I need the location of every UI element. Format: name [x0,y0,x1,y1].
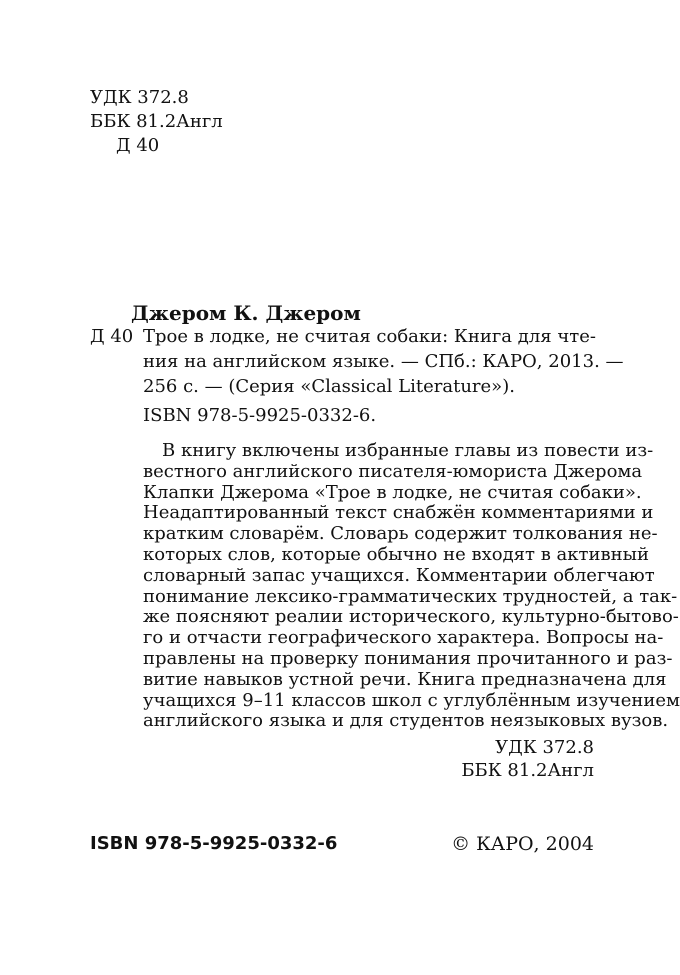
bbk-code-bottom: ББК 81.2Англ [461,760,594,781]
isbn-footer: ISBN 978-5-9925-0332-6 [90,833,338,854]
copyright: © КАРО, 2004 [451,833,594,855]
isbn-line: ISBN 978-5-9925-0332-6. [143,405,377,426]
annotation-line: В книгу включены избранные главы из повести из- [162,440,654,461]
annotation-line: вестного английского писателя-юмориста Джерома [143,460,643,482]
annotation-line: английского языка и для студентов неязыковых вузов. [143,710,669,732]
udk-code-bottom: УДК 372.8 [495,737,594,758]
bbk-code-top: ББК 81.2Англ [90,111,223,132]
author-heading: Джером К. Джером [131,301,361,325]
udk-code-top: УДК 372.8 [90,87,189,108]
biblio-line: ния на английском языке. — СПб.: КАРО, 2013. — [143,351,624,372]
annotation-line: Неадаптированный текст снабжён комментариями и [143,502,654,524]
annotation-line: же поясняют реалии исторического, культурно-бытово- [143,606,679,628]
annotation-line: витие навыков устной речи. Книга предназначена для [143,668,667,690]
biblio-line: Трое в лодке, не считая собаки: Книга для чте- [143,326,596,347]
annotation-line: правлены на проверку понимания прочитанного и раз- [143,648,673,669]
annotation-line: словарный запас учащихся. Комментарии облегчают [143,564,655,586]
annotation-line: го и отчасти географического характера. Вопросы на- [143,627,664,649]
biblio-line: 256 с. — (Серия «Classical Literature»). [143,376,515,397]
annotation-line: понимание лексико-грамматических трудностей, а так- [143,585,678,607]
author-mark-top: Д 40 [116,135,160,156]
author-mark-left: Д 40 [90,326,134,347]
annotation-line: Клапки Джерома «Трое в лодке, не считая собаки». [143,481,642,503]
annotation-line: кратким словарём. Словарь содержит толкования не- [143,523,658,545]
annotation-line: которых слов, которые обычно не входят в активный [143,544,649,565]
annotation-line: учащихся 9–11 классов школ с углублённым изучением [143,689,680,711]
